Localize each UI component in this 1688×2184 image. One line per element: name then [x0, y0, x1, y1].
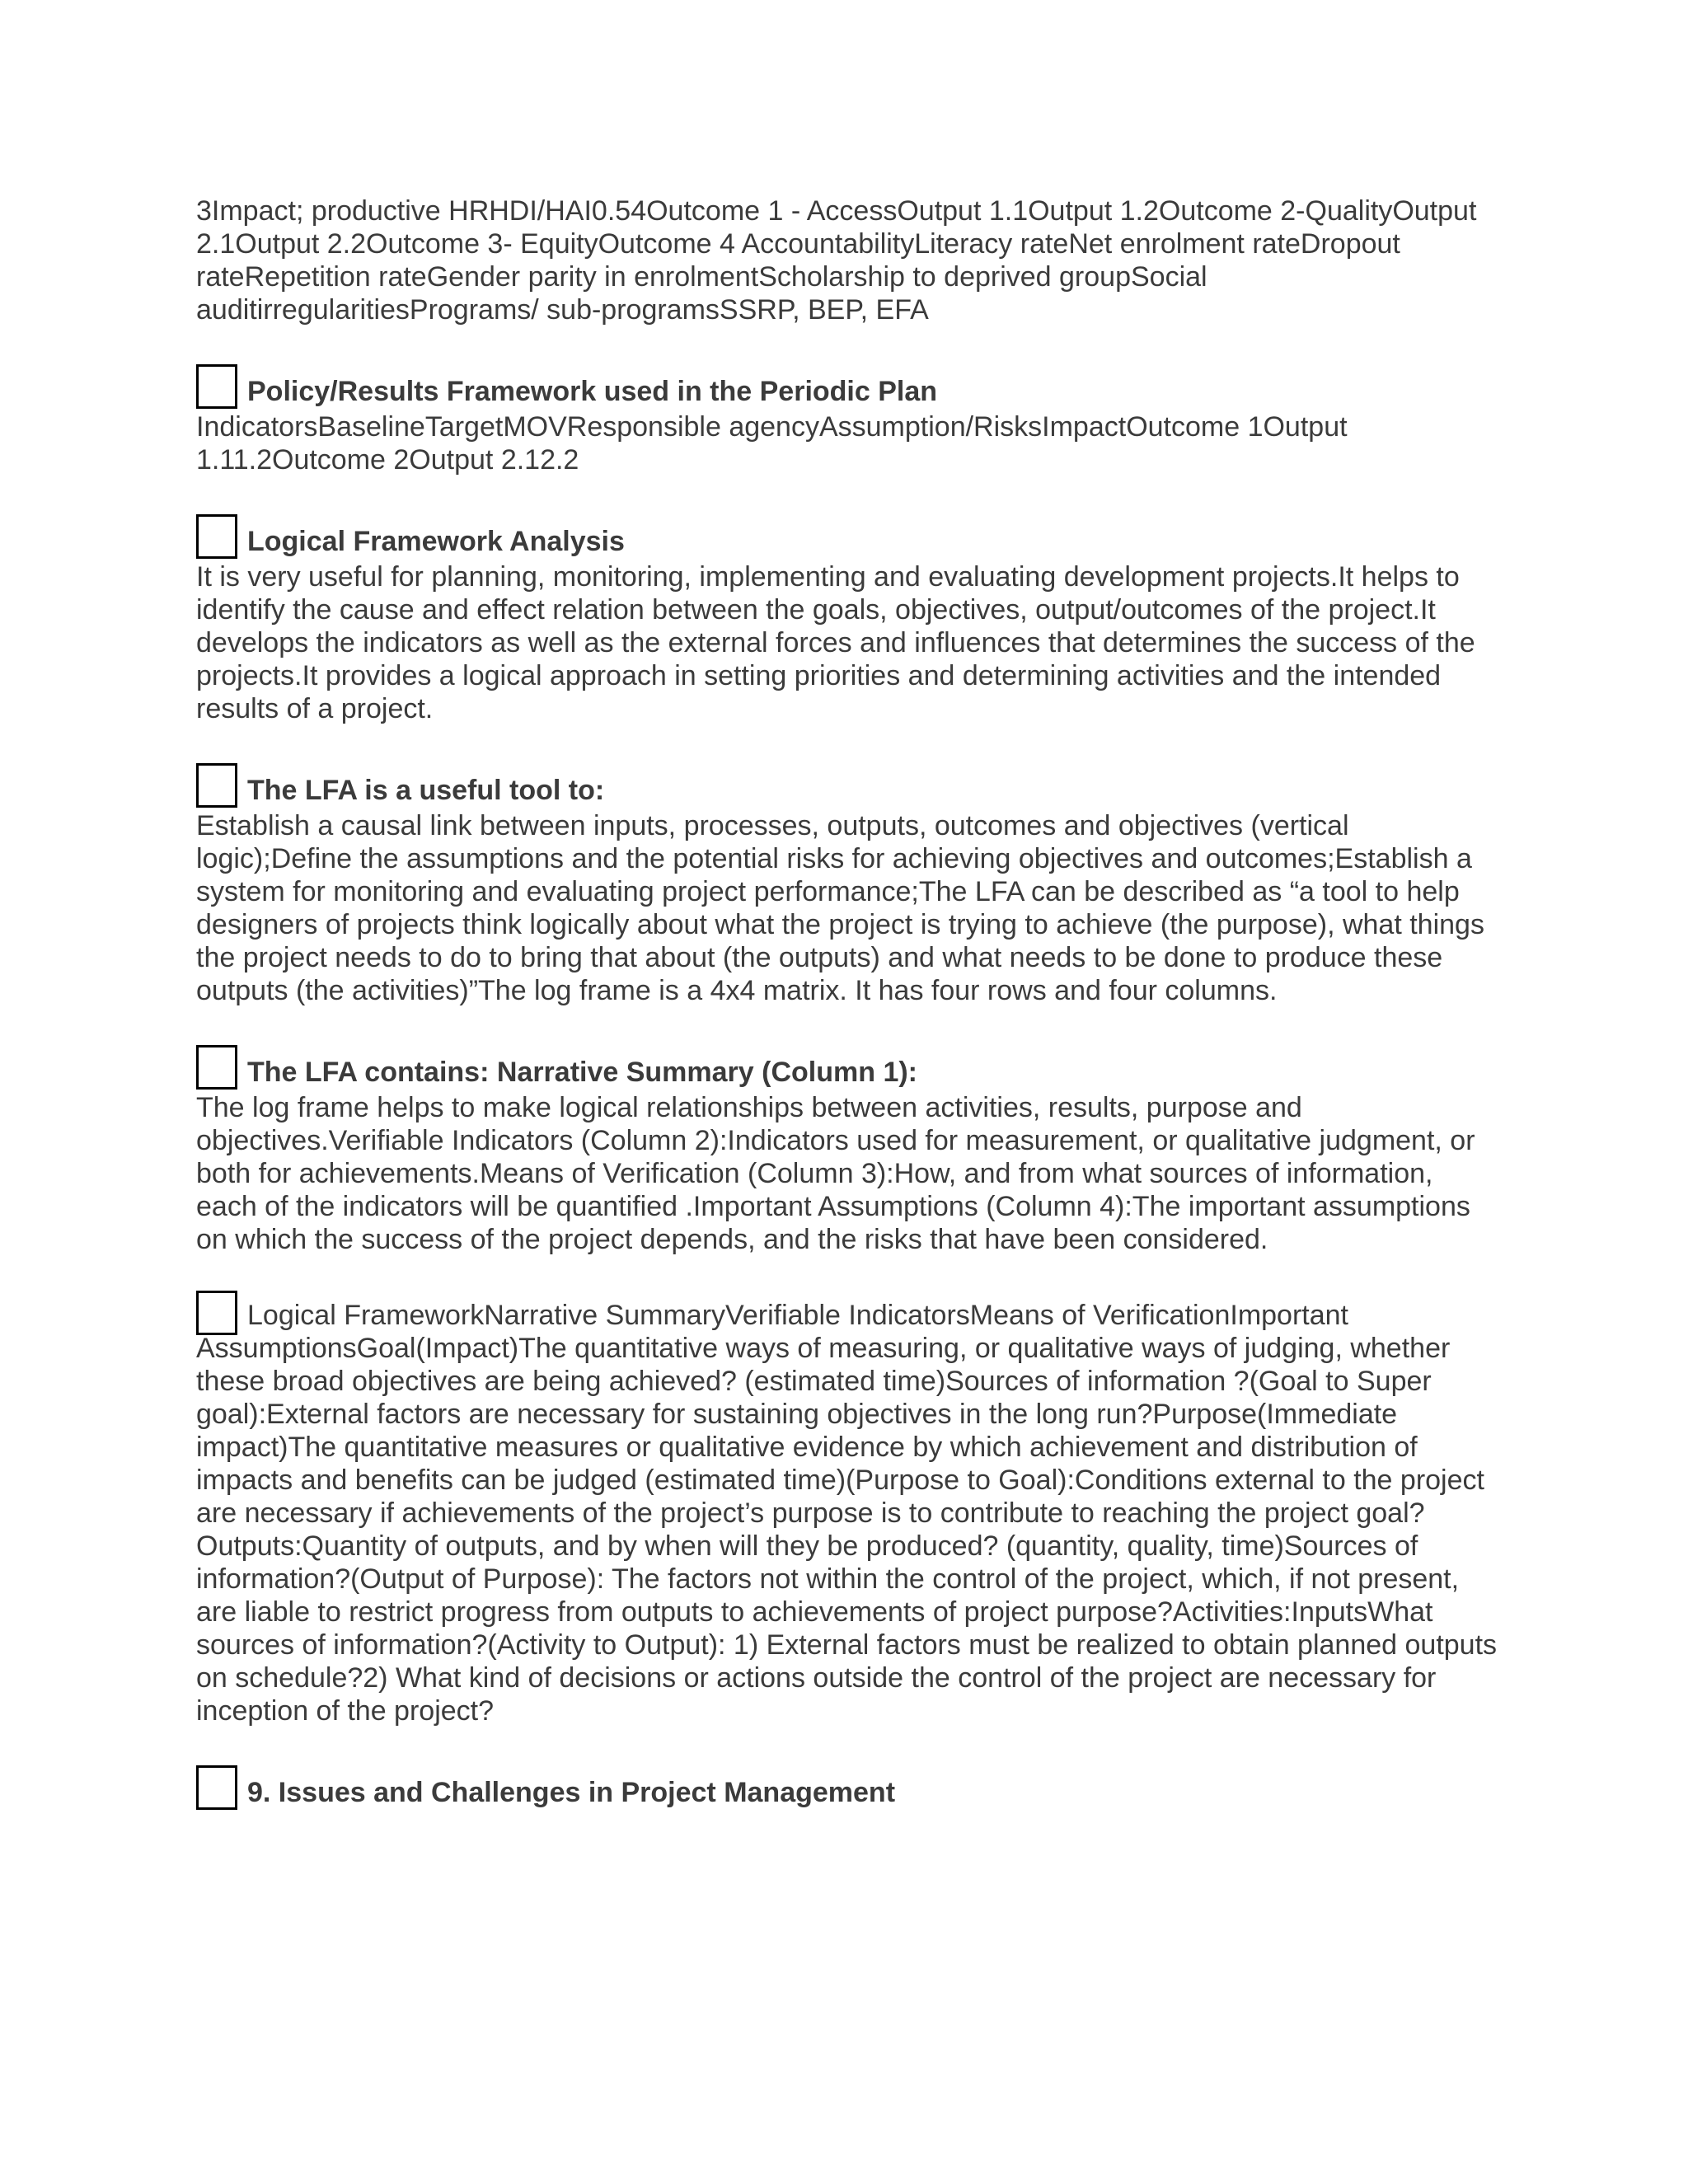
section-logframe-table-text: [196, 1299, 1498, 1727]
checkbox-icon: [196, 1045, 237, 1090]
checkbox-icon: [196, 763, 237, 808]
section-lfa-useful-tool: [196, 762, 1498, 1007]
logframe-text: Logical FrameworkNarrative SummaryVerifiable IndicatorsMeans of VerificationImportant AssumptionsGoal(Impact)The quantitative ways of measuring, or qualitative ways of judging, whether these broad objectives are being achieved? (estimated time)Sources of information ?(Goal to Super goal):External factors are necessary for sustaining objectives in the long run?Purpose(Immediate impact)The quantitative measures or qualitative evidence by which achievement and distribution of impacts and benefits can be judged (estimated time)(Purpose to Goal):Conditions external to the project are necessary if achievements of the project’s purpose is to contribute to reaching the project goal?Outputs:Quantity of outputs, and by when will they be produced? (quantity, quality, time)Sources of information?(Output of Purpose): The factors not within the control of the project, which, if not present, are liable to restrict progress from outputs to achievements of project purpose?Activities:InputsWhat sources of information?(Activity to Output): 1) External factors must be realized to obtain planned outputs on schedule?2) What kind of decisions or actions outside the control of the project are necessary for inception of the project?: [196, 1300, 1498, 1727]
checkbox-icon: [196, 364, 237, 409]
section-lfa-contains: [196, 1043, 1498, 1256]
checkbox-icon: [196, 1765, 237, 1810]
section-heading: The LFA contains: Narrative Summary (Column 1):: [247, 1057, 917, 1088]
section-heading-row: [196, 762, 1498, 809]
section-body: It is very useful for planning, monitoring, implementing and evaluating development projects.It helps to identify the cause and effect relation between the goals, objectives, output/outcomes of the project.It develops the indicators as well as the external forces and influences that determines the success of the projects.It provides a logical approach in setting priorities and determining activities and the intended results of a project.: [196, 561, 1475, 724]
section-policy-results: [196, 363, 1498, 476]
section-heading-row: [196, 1043, 1498, 1091]
intro-paragraph: 3Impact; productive HRHDI/HAI0.54Outcome 1 - AccessOutput 1.1Output 1.2Outcome 2-QualityOutput 2.1Output 2.2Outcome 3- EquityOutcome 4 AccountabilityLiteracy rateNet enrolment rateDropout rateRepetition rateGender parity in enrolmentScholarship to deprived groupSocial auditirregularitiesPrograms/ sub-programsSSRP, BEP, EFA: [196, 195, 1477, 326]
section-heading-row: [196, 1764, 1498, 1811]
section-body: IndicatorsBaselineTargetMOVResponsible agencyAssumption/RisksImpactOutcome 1Output 1.11.2Outcome 2Output 2.12.2: [196, 411, 1348, 476]
document-page: [196, 194, 1498, 1811]
checkbox-icon: [196, 1291, 237, 1335]
section-body: The log frame helps to make logical relationships between activities, results, purpose and objectives.Verifiable Indicators (Column 2):Indicators used for measurement, or qualitative judgment, or both for achievements.Means of Verification (Column 3):How, and from what sources of information, each of the indicators will be quantified .Important Assumptions (Column 4):The important assumptions on which the success of the project depends, and the risks that have been considered.: [196, 1092, 1475, 1255]
section-body: Establish a causal link between inputs, processes, outputs, outcomes and objectives (vertical logic);Define the assumptions and the potential risks for achieving objectives and outcomes;Establish a system for monitoring and evaluating project performance;The LFA can be described as “a tool to help designers of projects think logically about what the project is trying to achieve (the purpose), what things the project needs to do to bring that about (the outputs) and what needs to be done to produce these outputs (the activities)”The log frame is a 4x4 matrix. It has four rows and four columns.: [196, 810, 1484, 1006]
logframe-paragraph: [196, 1299, 1498, 1727]
section-heading: Logical Framework Analysis: [247, 526, 625, 557]
section-logical-framework-analysis: [196, 513, 1498, 725]
section-heading-row: [196, 513, 1498, 560]
section-heading: Policy/Results Framework used in the Periodic Plan: [247, 376, 938, 407]
section-issues-challenges: [196, 1764, 1498, 1811]
checkbox-icon: [196, 514, 237, 559]
section-heading-row: [196, 363, 1498, 410]
final-heading: 9. Issues and Challenges in Project Management: [247, 1777, 896, 1808]
section-heading: The LFA is a useful tool to:: [247, 775, 605, 806]
